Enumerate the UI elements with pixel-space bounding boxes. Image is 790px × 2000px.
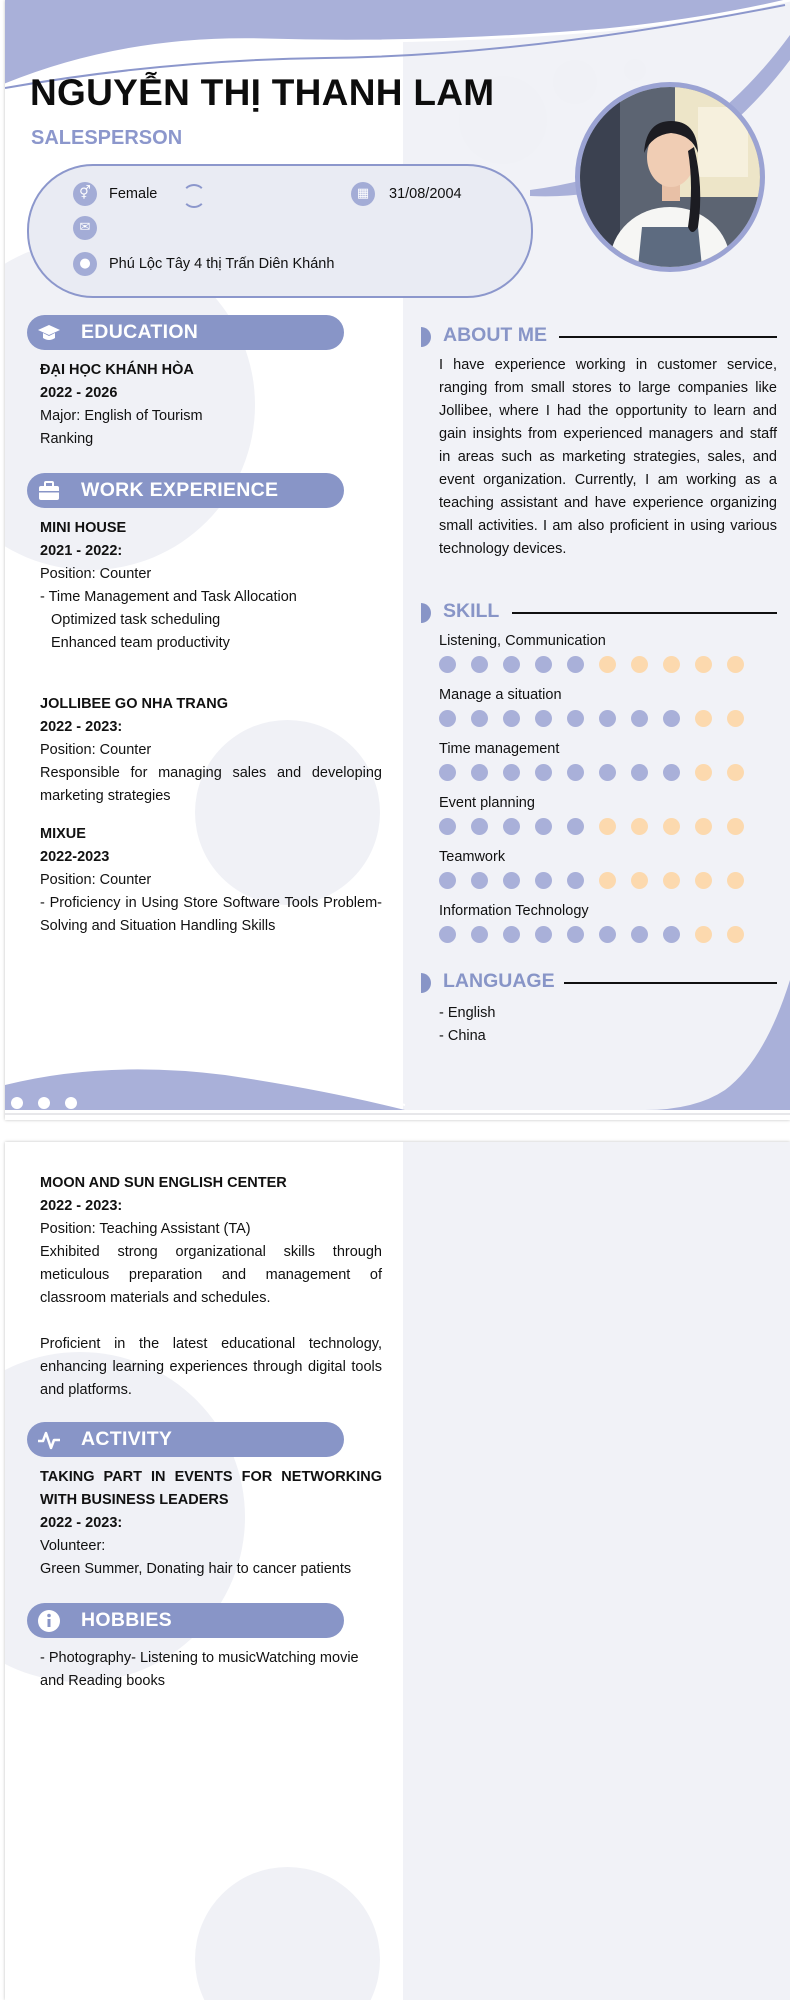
heading-rule	[559, 336, 777, 338]
gender-icon: ⚥	[73, 182, 97, 206]
location-pin-icon: ●	[73, 252, 97, 276]
rating-dot-filled	[503, 710, 520, 727]
rating-dot-empty	[631, 656, 648, 673]
rating-dot-filled	[503, 926, 520, 943]
job-company: MOON AND SUN ENGLISH CENTER	[40, 1175, 287, 1191]
job-years: 2021 - 2022:	[40, 543, 123, 559]
info-icon	[37, 1609, 61, 1633]
rating-dot-filled	[439, 710, 456, 727]
resume-page-1	[5, 0, 790, 1120]
job-detail: - Time Management and Task Allocation	[40, 589, 297, 605]
job-description: Proficient in the latest educational technology, enhancing learning experiences through digital tools and platforms.	[40, 1336, 382, 1398]
language-heading-label: LANGUAGE	[443, 970, 555, 992]
rating-dot-filled	[567, 710, 584, 727]
rating-dot-empty	[599, 656, 616, 673]
rating-dot-filled	[567, 872, 584, 889]
job-position: Position: Counter	[40, 566, 152, 582]
job-position: Position: Teaching Assistant (TA)	[40, 1221, 251, 1237]
rating-dot-filled	[599, 764, 616, 781]
contact-info-box	[27, 164, 533, 298]
profile-photo	[575, 82, 765, 272]
rating-dot-empty	[631, 818, 648, 835]
rating-dot-filled	[439, 926, 456, 943]
rating-dot-filled	[663, 710, 680, 727]
skill-item	[439, 630, 779, 676]
about-me-text: I have experience working in customer service, ranging from small stores to large companies like Jollibee, where I had the opportunity to learn and gain insights from experienced managers and staff in areas such as marketing strategies, sales, and event organization. Currently, I am working as a teaching assistant and have experience organizing small activities. I am also proficient in using various technology devices.	[439, 357, 777, 557]
activity-description: Green Summer, Donating hair to cancer patients	[40, 1561, 352, 1577]
rating-dot-empty	[695, 872, 712, 889]
job-position: Position: Counter	[40, 742, 152, 758]
rating-dot-filled	[471, 710, 488, 727]
rating-dot-empty	[727, 656, 744, 673]
education-heading	[27, 315, 344, 350]
right-panel	[403, 1142, 790, 2000]
work-experience-heading-label: WORK EXPERIENCE	[81, 479, 279, 501]
rating-dot-filled	[439, 872, 456, 889]
rating-dot-filled	[535, 872, 552, 889]
rating-dot-empty	[727, 926, 744, 943]
address-value: Phú Lộc Tây 4 thị Trấn Diên Khánh	[109, 256, 335, 272]
education-ranking: Ranking	[40, 431, 94, 447]
rating-dot-empty	[695, 656, 712, 673]
job-years: 2022-2023	[40, 849, 110, 865]
skill-rating	[439, 764, 779, 784]
rating-dot-filled	[567, 764, 584, 781]
skill-rating	[439, 872, 779, 892]
rating-dot-filled	[567, 926, 584, 943]
job-company: MIXUE	[40, 826, 86, 842]
briefcase-icon	[37, 479, 61, 503]
rating-dot-empty	[727, 818, 744, 835]
graduation-cap-icon	[37, 321, 61, 345]
skill-item	[439, 900, 779, 946]
rating-dot-filled	[535, 818, 552, 835]
rating-dot-filled	[567, 818, 584, 835]
rating-dot-filled	[471, 818, 488, 835]
pulse-icon	[37, 1428, 61, 1452]
job-description: - Proficiency in Using Store Software Tools Problem-Solving and Situation Handling Skills	[40, 895, 382, 934]
heading-marker	[421, 327, 431, 347]
job-position: Position: Counter	[40, 872, 152, 888]
rating-dot-filled	[535, 710, 552, 727]
rating-dot-empty	[631, 872, 648, 889]
skill-item	[439, 684, 779, 730]
job-description: Exhibited strong organizational skills through meticulous preparation and management of classroom materials and schedules.	[40, 1244, 382, 1306]
rating-dot-empty	[695, 926, 712, 943]
rating-dot-filled	[631, 710, 648, 727]
about-me-heading	[421, 322, 777, 352]
rating-dot-empty	[727, 872, 744, 889]
rating-dot-filled	[503, 656, 520, 673]
rating-dot-filled	[631, 764, 648, 781]
rating-dot-empty	[727, 764, 744, 781]
skill-name: Time management	[439, 741, 560, 757]
rating-dot-empty	[599, 818, 616, 835]
language-item: - English	[439, 1005, 496, 1021]
activity-heading	[27, 1422, 344, 1457]
job-years: 2022 - 2023:	[40, 1198, 123, 1214]
rating-dot-empty	[663, 656, 680, 673]
rating-dot-filled	[471, 872, 488, 889]
skill-name: Event planning	[439, 795, 535, 811]
decor-dot	[11, 1097, 23, 1109]
skill-rating	[439, 926, 779, 946]
rating-dot-filled	[599, 710, 616, 727]
resume-page-2	[5, 1142, 790, 2000]
rating-dot-filled	[439, 656, 456, 673]
rating-dot-empty	[663, 872, 680, 889]
rating-dot-filled	[439, 818, 456, 835]
rating-dot-filled	[471, 764, 488, 781]
language-item: - China	[439, 1028, 486, 1044]
education-years: 2022 - 2026	[40, 385, 118, 401]
gender-value: Female	[109, 186, 158, 202]
hobbies-heading-label: HOBBIES	[81, 1609, 172, 1631]
rating-dot-empty	[695, 764, 712, 781]
rating-dot-empty	[727, 710, 744, 727]
rating-dot-empty	[695, 710, 712, 727]
rating-dot-filled	[535, 764, 552, 781]
education-school: ĐẠI HỌC KHÁNH HÒA	[40, 362, 194, 378]
about-me-heading-label: ABOUT ME	[443, 324, 547, 346]
job-detail: Enhanced team productivity	[51, 635, 230, 651]
skill-item	[439, 738, 779, 784]
education-major: Major: English of Tourism	[40, 408, 203, 424]
heading-rule	[564, 982, 777, 984]
skill-heading-label: SKILL	[443, 600, 500, 622]
work-experience-heading	[27, 473, 344, 508]
skill-name: Information Technology	[439, 903, 589, 919]
education-heading-label: EDUCATION	[81, 321, 199, 343]
rating-dot-filled	[503, 872, 520, 889]
skill-rating	[439, 710, 779, 730]
rating-dot-filled	[439, 764, 456, 781]
rating-dot-filled	[471, 656, 488, 673]
skill-item	[439, 792, 779, 838]
rating-dot-filled	[503, 764, 520, 781]
loading-ring	[182, 184, 206, 208]
heading-marker	[421, 603, 431, 623]
activity-role: Volunteer:	[40, 1538, 106, 1554]
skill-heading	[421, 598, 777, 628]
skill-name: Listening, Communication	[439, 633, 606, 649]
job-years: 2022 - 2023:	[40, 719, 123, 735]
decor-dot	[65, 1097, 77, 1109]
rating-dot-filled	[599, 926, 616, 943]
birthday-value: 31/08/2004	[389, 186, 462, 202]
skill-rating	[439, 656, 779, 676]
candidate-name: NGUYỄN THỊ THANH LAM	[30, 72, 495, 113]
rating-dot-filled	[663, 926, 680, 943]
rating-dot-filled	[503, 818, 520, 835]
rating-dot-empty	[663, 818, 680, 835]
job-company: MINI HOUSE	[40, 520, 127, 536]
rating-dot-empty	[599, 872, 616, 889]
mail-icon: ✉	[73, 216, 97, 240]
skill-item	[439, 846, 779, 892]
hobbies-text: - Photography- Listening to musicWatching movie and Reading books	[40, 1650, 359, 1689]
skill-name: Manage a situation	[439, 687, 562, 703]
activity-heading-label: ACTIVITY	[81, 1428, 173, 1450]
rating-dot-filled	[663, 764, 680, 781]
job-detail: Optimized task scheduling	[51, 612, 221, 628]
activity-title: TAKING PART IN EVENTS FOR NETWORKING WITH BUSINESS LEADERS	[40, 1469, 382, 1508]
activity-years: 2022 - 2023:	[40, 1515, 123, 1531]
heading-rule	[512, 612, 777, 614]
skill-rating	[439, 818, 779, 838]
job-title: SALESPERSON	[31, 127, 183, 149]
rating-dot-filled	[535, 926, 552, 943]
language-heading	[421, 968, 777, 998]
rating-dot-filled	[631, 926, 648, 943]
job-description: Responsible for managing sales and developing marketing strategies	[40, 765, 382, 804]
heading-marker	[421, 973, 431, 993]
skill-name: Teamwork	[439, 849, 506, 865]
rating-dot-empty	[695, 818, 712, 835]
decor-blob	[195, 1867, 380, 2000]
rating-dot-filled	[535, 656, 552, 673]
rating-dot-filled	[567, 656, 584, 673]
rating-dot-filled	[471, 926, 488, 943]
job-company: JOLLIBEE GO NHA TRANG	[40, 696, 228, 712]
decor-dot	[38, 1097, 50, 1109]
hobbies-heading	[27, 1603, 344, 1638]
calendar-icon: ▦	[351, 182, 375, 206]
